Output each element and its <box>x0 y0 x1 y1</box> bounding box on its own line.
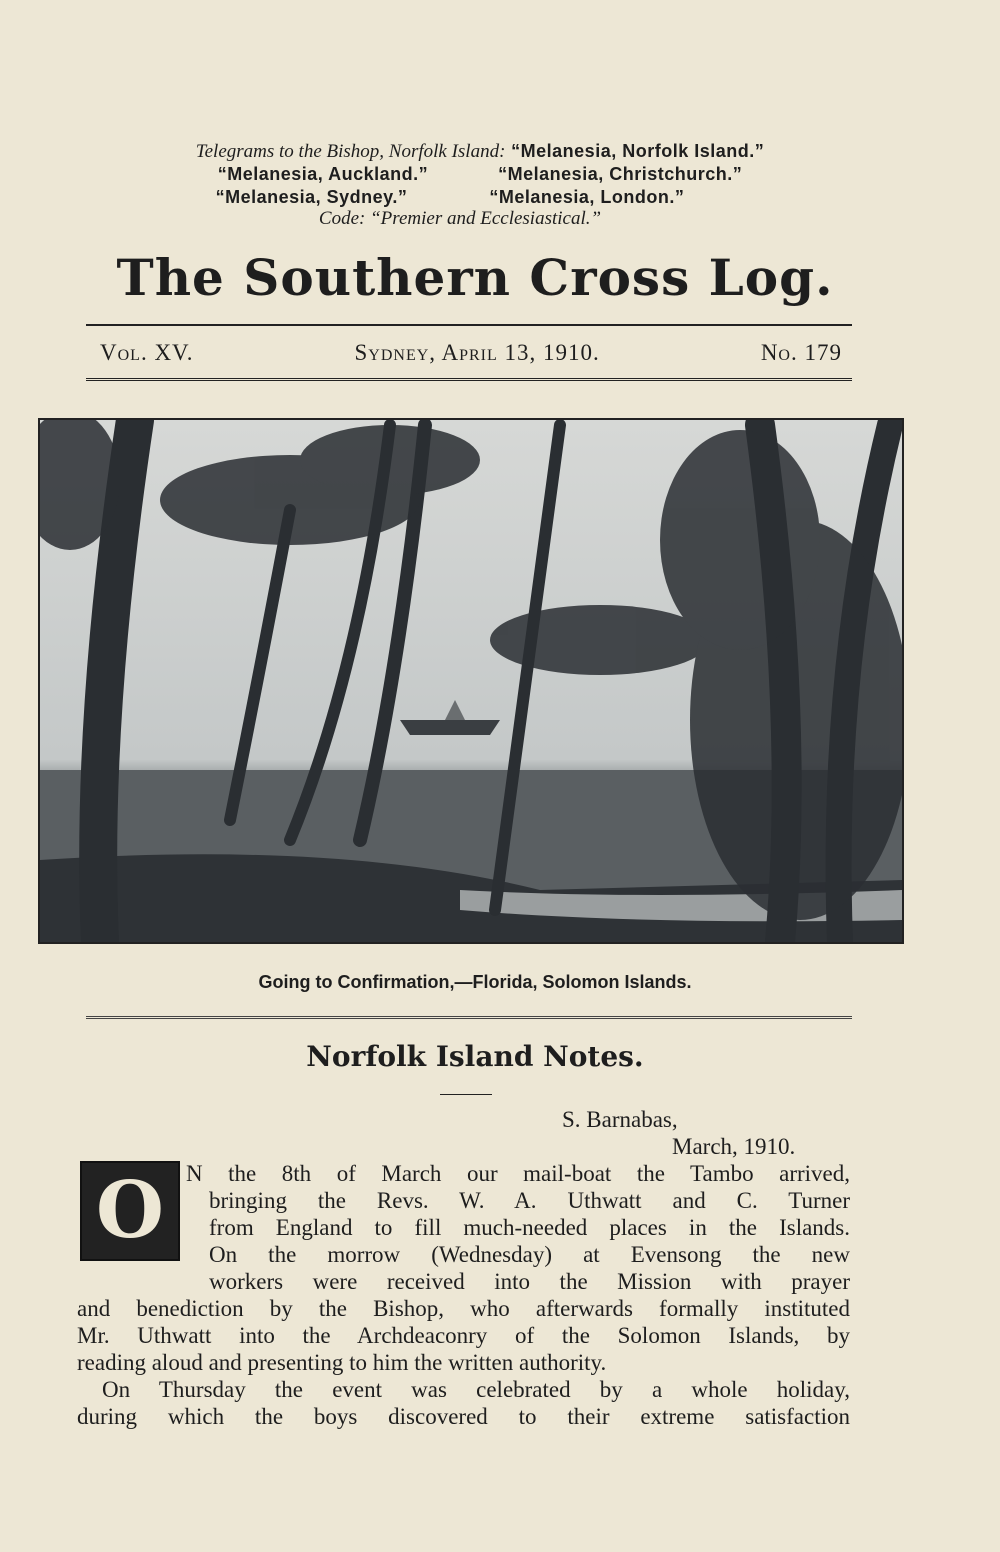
telegram-address: “Melanesia, London.” <box>489 187 685 207</box>
body-line: and benediction by the Bishop, who afterwards formally instituted <box>77 1296 850 1321</box>
dateline: Sydney, April 13, 1910. <box>354 340 600 365</box>
telegram-address: “Melanesia, Christchurch.” <box>498 164 743 184</box>
telegram-line-2 <box>80 163 880 186</box>
photo-palms-beach <box>38 418 904 944</box>
volume: Vol. XV. <box>100 340 194 365</box>
drop-cap-letter: O <box>96 1165 164 1256</box>
telegram-address: “Melanesia, Auckland.” <box>217 164 429 184</box>
body-line: bringing the Revs. W. A. Uthwatt and C. Turner <box>209 1188 850 1213</box>
telegram-code: Code: “Premier and Ecclesiastical.” <box>318 208 602 229</box>
short-rule <box>440 1094 492 1095</box>
body-line: On Thursday the event was celebrated by a whole holiday, <box>102 1377 850 1402</box>
article-place: S. Barnabas, <box>562 1107 678 1132</box>
telegram-address: “Melanesia, Norfolk Island.” <box>511 141 765 161</box>
issue-number: No. 179 <box>760 340 842 365</box>
divider <box>86 378 852 382</box>
body-line: from England to fill much-needed places in the Islands. <box>209 1215 850 1240</box>
body-line: Mr. Uthwatt into the Archdeaconry of the Solomon Islands, by <box>77 1323 850 1348</box>
body-line: N the 8th of March our mail-boat the Tambo arrived, <box>186 1161 850 1186</box>
drop-cap <box>80 1161 180 1261</box>
telegram-line-1 <box>80 140 880 163</box>
article-date: March, 1910. <box>672 1134 796 1159</box>
divider <box>86 1016 852 1020</box>
body-line: On the morrow (Wednesday) at Evensong the new <box>209 1242 850 1267</box>
divider <box>86 324 852 326</box>
photo-caption: Going to Confirmation,—Florida, Solomon Islands. <box>258 972 692 992</box>
body-line: reading aloud and presenting to him the written authority. <box>77 1350 607 1375</box>
telegram-line-3 <box>80 186 880 209</box>
issue-line <box>100 340 842 366</box>
telegram-intro: Telegrams to the Bishop, Norfolk Island: <box>195 141 506 162</box>
body-line: during which the boys discovered to their extreme satisfaction <box>77 1404 850 1429</box>
article-heading: Norfolk Island Notes. <box>306 1040 644 1073</box>
body-line: workers were received into the Mission with prayer <box>209 1269 850 1294</box>
masthead-title: The Southern Cross Log. <box>116 248 834 307</box>
telegram-address: “Melanesia, Sydney.” <box>215 187 408 207</box>
